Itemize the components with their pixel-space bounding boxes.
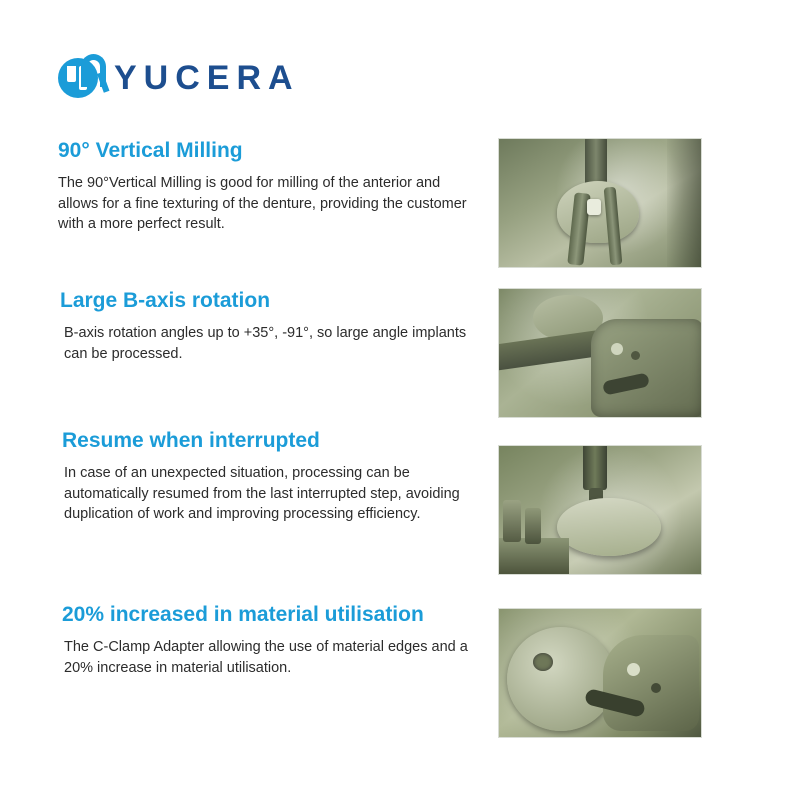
feature-body: The C-Clamp Adapter allowing the use of material edges and a 20% increase in material utilisation. xyxy=(64,639,468,676)
feature-title: 20% increased in material utilisation xyxy=(62,603,424,626)
feature-title: Large B-axis rotation xyxy=(60,289,271,312)
feature-body: In case of an unexpected situation, processing can be automatically resumed from the last interrupted step, avoiding duplication of work and improving processing efficiency. xyxy=(64,465,460,523)
feature-body: The 90°Vertical Milling is good for milling of the anterior and allows for a fine texturing of the denture, providing the customer with a more perfect result. xyxy=(58,175,467,233)
brand-wordmark: YUCERA xyxy=(114,59,300,97)
feature-title: 90° Vertical Milling xyxy=(58,139,243,162)
brand-logo xyxy=(58,52,300,104)
feature-block-vertical-milling xyxy=(58,138,478,235)
yucera-logo-icon xyxy=(58,54,106,102)
feature-body: B-axis rotation angles up to +35°, -91°, so large angle implants can be processed. xyxy=(64,325,467,362)
feature-block-resume-when-interrupted xyxy=(58,428,478,525)
feature-image-b-axis-rotation xyxy=(498,288,702,418)
feature-title: Resume when interrupted xyxy=(62,429,320,452)
feature-image-resume-when-interrupted xyxy=(498,445,702,575)
feature-image-vertical-milling xyxy=(498,138,702,268)
feature-block-b-axis-rotation xyxy=(58,288,478,364)
feature-block-material-utilisation xyxy=(58,602,478,678)
feature-image-material-utilisation xyxy=(498,608,702,738)
